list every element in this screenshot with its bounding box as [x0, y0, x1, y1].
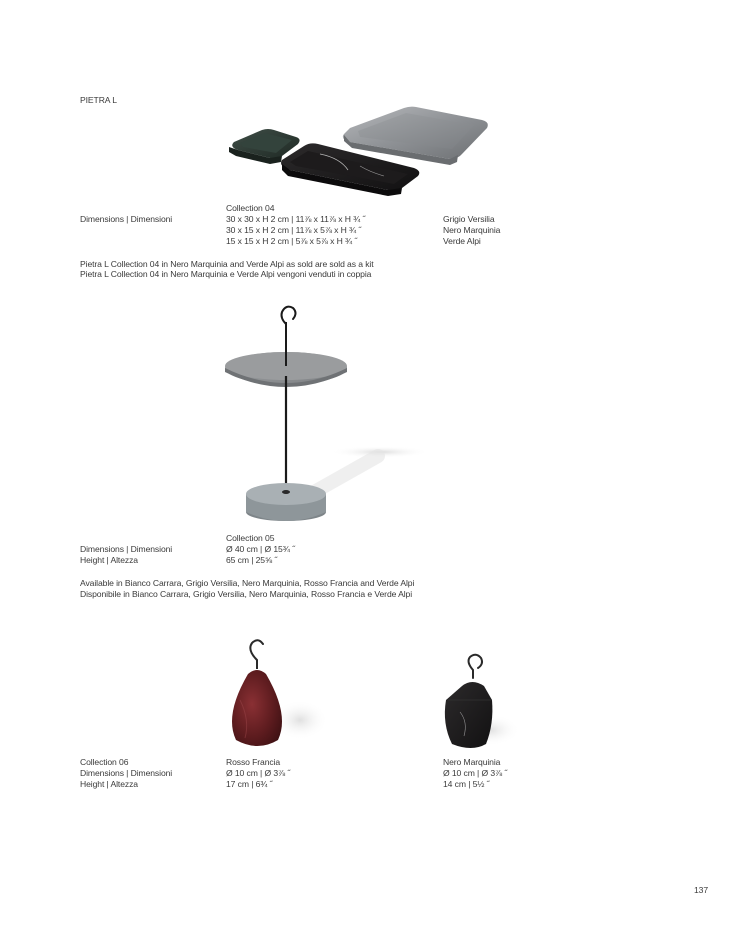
collection05-height-label: Height | Altezza: [80, 555, 138, 565]
collection06-variant-1-dimension: Ø 10 cm | Ø 3⅞ ˝: [226, 768, 291, 778]
rosso-francia-image: [232, 640, 328, 746]
section-title: PIETRA L: [80, 95, 117, 105]
collection05-title: Collection 05: [226, 533, 275, 543]
collection05-note-it: Disponibile in Bianco Carrara, Grigio Versilia, Nero Marquinia, Rosso Francia e Verde Alpi: [80, 589, 413, 599]
collection06-variant-2-dimension: Ø 10 cm | Ø 3⅞ ˝: [443, 768, 508, 778]
collection04-finish-3: Verde Alpi: [443, 236, 481, 246]
collection06-variant-1-name: Rosso Francia: [226, 757, 281, 767]
collection04-size-2: 30 x 15 x H 2 cm | 11⅞ x 5⅞ x H ¾ ˝: [226, 225, 362, 235]
collection04-finish-1: Grigio Versilia: [443, 214, 495, 224]
collection06-dimensions-label: Dimensions | Dimensioni: [80, 768, 173, 778]
collection05-note-en: Available in Bianco Carrara, Grigio Versilia, Nero Marquinia, Rosso Francia and Verde Alpi: [80, 578, 415, 588]
collection06-variant-2-height: 14 cm | 5½ ˝: [443, 779, 490, 789]
collection05-dimension: Ø 40 cm | Ø 15¾ ˝: [226, 544, 295, 554]
collection04-size-1: 30 x 30 x H 2 cm | 11⅞ x 11⅞ x H ¾ ˝: [226, 214, 366, 224]
collection06-title: Collection 06: [80, 757, 129, 767]
collection04-size-3: 15 x 15 x H 2 cm | 5⅞ x 5⅞ x H ¾ ˝: [226, 236, 358, 246]
collection04-finish-2: Nero Marquinia: [443, 225, 501, 235]
collection06-height-label: Height | Altezza: [80, 779, 138, 789]
collection06-variant-1-height: 17 cm | 6¾ ˝: [226, 779, 273, 789]
page-number: 137: [694, 885, 709, 895]
collection06-variant-2-name: Nero Marquinia: [443, 757, 501, 767]
collection04-note-en: Pietra L Collection 04 in Nero Marquinia and Verde Alpi as sold are sold as a kit: [80, 259, 374, 269]
collection04-note-it: Pietra L Collection 04 in Nero Marquinia e Verde Alpi vengoni venduti in coppia: [80, 269, 372, 279]
nero-marquinia-image: [445, 655, 520, 748]
collection04-dimensions-label: Dimensions | Dimensioni: [80, 214, 173, 224]
side-table-image: [225, 307, 430, 521]
collection05-height: 65 cm | 25⅝ ˝: [226, 555, 278, 565]
collection04-title: Collection 04: [226, 203, 275, 213]
collection05-dimensions-label: Dimensions | Dimensioni: [80, 544, 173, 554]
